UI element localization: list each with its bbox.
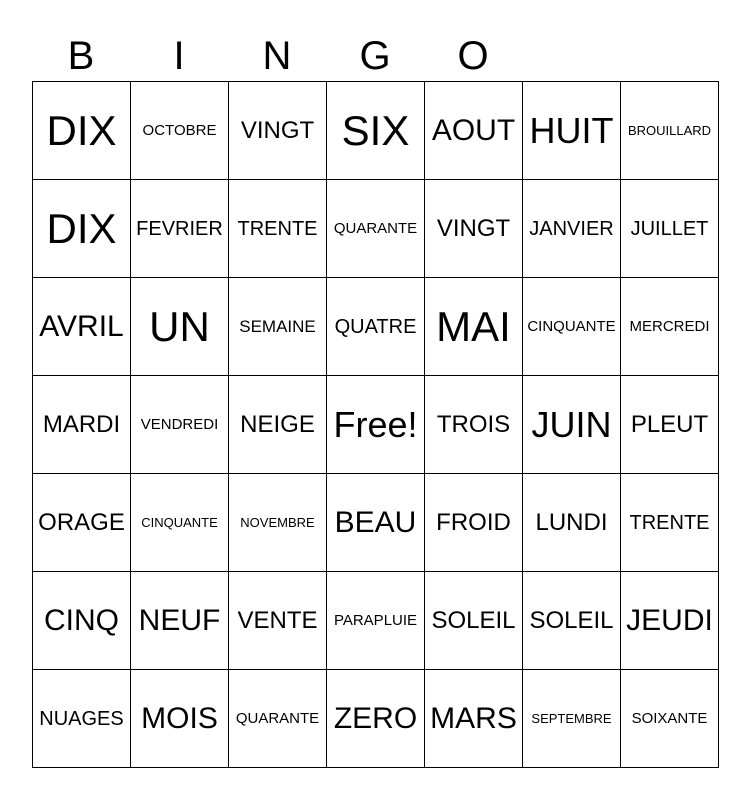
bingo-cell[interactable]: SIX — [327, 82, 425, 180]
bingo-cell[interactable]: TRENTE — [229, 180, 327, 278]
board-row — [33, 278, 719, 376]
header-letter-o: O — [457, 34, 489, 78]
bingo-cell[interactable]: HUIT — [523, 82, 621, 180]
bingo-cell[interactable]: TRENTE — [621, 474, 719, 572]
bingo-cell[interactable]: AOUT — [425, 82, 523, 180]
bingo-cell[interactable]: BEAU — [327, 474, 425, 572]
bingo-cell[interactable]: DIX — [33, 82, 131, 180]
bingo-cell[interactable]: VENDREDI — [131, 376, 229, 474]
bingo-cell[interactable]: SEMAINE — [229, 278, 327, 376]
bingo-cell[interactable]: CINQUANTE — [523, 278, 621, 376]
bingo-cell[interactable]: QUARANTE — [229, 670, 327, 768]
board-row — [33, 82, 719, 180]
bingo-cell[interactable]: DIX — [33, 180, 131, 278]
bingo-cell[interactable]: QUARANTE — [327, 180, 425, 278]
bingo-cell[interactable]: JANVIER — [523, 180, 621, 278]
bingo-cell[interactable]: JUILLET — [621, 180, 719, 278]
board-row — [33, 474, 719, 572]
board-row — [33, 670, 719, 768]
bingo-cell[interactable]: FEVRIER — [131, 180, 229, 278]
bingo-cell[interactable]: NUAGES — [33, 670, 131, 768]
bingo-cell[interactable]: NEUF — [131, 572, 229, 670]
bingo-cell[interactable]: TROIS — [425, 376, 523, 474]
bingo-cell[interactable]: VENTE — [229, 572, 327, 670]
bingo-cell[interactable]: SOIXANTE — [621, 670, 719, 768]
bingo-cell[interactable]: SOLEIL — [523, 572, 621, 670]
bingo-cell[interactable]: MERCREDI — [621, 278, 719, 376]
bingo-cell[interactable]: MARS — [425, 670, 523, 768]
bingo-cell[interactable]: UN — [131, 278, 229, 376]
board-row — [33, 180, 719, 278]
bingo-cell[interactable]: MOIS — [131, 670, 229, 768]
bingo-board — [32, 81, 719, 768]
bingo-cell[interactable]: NOVEMBRE — [229, 474, 327, 572]
bingo-cell[interactable]: PARAPLUIE — [327, 572, 425, 670]
bingo-cell[interactable]: LUNDI — [523, 474, 621, 572]
bingo-cell[interactable]: CINQUANTE — [131, 474, 229, 572]
bingo-cell[interactable]: VINGT — [425, 180, 523, 278]
bingo-cell[interactable]: MAI — [425, 278, 523, 376]
header-letter-g: G — [359, 34, 391, 78]
board-row — [33, 572, 719, 670]
bingo-cell[interactable]: ZERO — [327, 670, 425, 768]
bingo-header — [32, 30, 522, 82]
bingo-cell[interactable]: VINGT — [229, 82, 327, 180]
bingo-cell[interactable]: BROUILLARD — [621, 82, 719, 180]
bingo-cell[interactable]: MARDI — [33, 376, 131, 474]
bingo-cell[interactable]: PLEUT — [621, 376, 719, 474]
header-letter-b: B — [67, 34, 95, 78]
bingo-cell[interactable]: AVRIL — [33, 278, 131, 376]
board-row — [33, 376, 719, 474]
bingo-cell[interactable]: ORAGE — [33, 474, 131, 572]
bingo-cell[interactable]: JEUDI — [621, 572, 719, 670]
bingo-cell[interactable]: OCTOBRE — [131, 82, 229, 180]
bingo-cell-free[interactable]: Free! — [327, 376, 425, 474]
bingo-cell[interactable]: SOLEIL — [425, 572, 523, 670]
header-letter-i: I — [173, 34, 185, 78]
bingo-cell[interactable]: FROID — [425, 474, 523, 572]
bingo-cell[interactable]: SEPTEMBRE — [523, 670, 621, 768]
bingo-cell[interactable]: JUIN — [523, 376, 621, 474]
header-letter-n: N — [262, 34, 292, 78]
bingo-cell[interactable]: NEIGE — [229, 376, 327, 474]
bingo-cell[interactable]: CINQ — [33, 572, 131, 670]
bingo-cell[interactable]: QUATRE — [327, 278, 425, 376]
